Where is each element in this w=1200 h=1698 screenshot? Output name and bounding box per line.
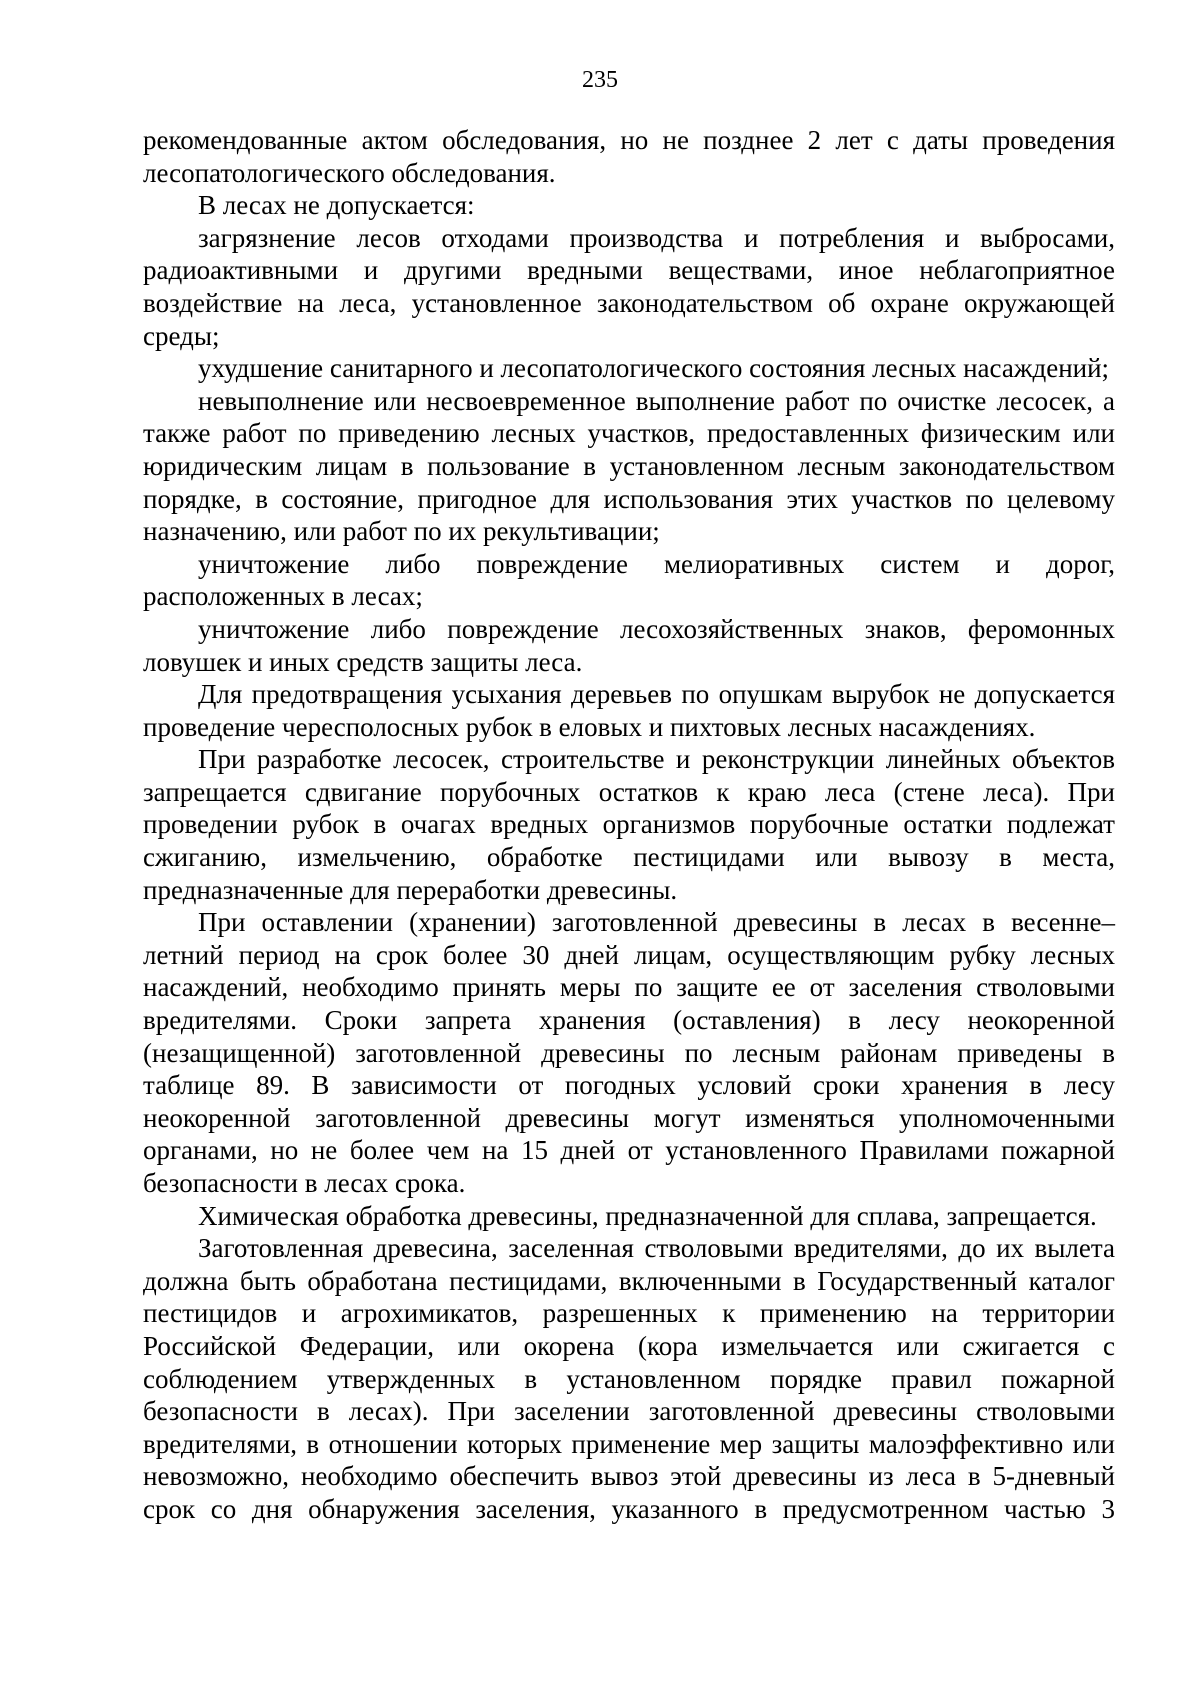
paragraph-cutting-residues: При разработке лесосек, строительстве и реконструкции линейных объектов запрещается сдвигание порубочных остатков к краю леса (стене леса). При проведении рубок в очагах вредных организмов порубочные остатки подлежат сжиганию, измельчению, обработке пестицидами или вывозу в места, предназначенные для переработки древесины. — [143, 744, 1115, 905]
document-body — [143, 124, 1115, 1526]
paragraph-signs-damage: уничтожение либо повреждение лесохозяйственных знаков, феромонных ловушек и иных средств защиты леса. — [143, 613, 1115, 677]
paragraph-continuation: рекомендованные актом обследования, но не позднее 2 лет с даты проведения лесопатологического обследования. — [143, 125, 1115, 188]
paragraph-sanitary-deterioration: ухудшение санитарного и лесопатологического состояния лесных насаждений; — [198, 353, 1110, 384]
paragraph-drying-prevention: Для предотвращения усыхания деревьев по опушкам вырубок не допускается проведение чересполосных рубок в еловых и пихтовых лесных насаждениях. — [143, 679, 1115, 742]
paragraph-chemical-treatment: Химическая обработка древесины, предназначенной для сплава, запрещается. — [198, 1200, 1097, 1231]
paragraph-drainage-damage: уничтожение либо повреждение мелиоративных систем и дорог, расположенных в лесах; — [143, 548, 1115, 612]
paragraph-forbidden-heading: В лесах не допускается: — [198, 190, 475, 221]
page-number: 235 — [582, 67, 618, 93]
paragraph-pollution: загрязнение лесов отходами производства и потребления и выбросами, радиоактивными и другими вредными веществами, иное неблагоприятное воздействие на леса, установленное законодательством об охране окружающей среды; — [143, 222, 1115, 351]
paragraph-cleanup-failure: невыполнение или несвоевременное выполнение работ по очистке лесосек, а также работ по приведению лесных участков, предоставленных физическим или юридическим лицам в пользование в установленном лесным законодательством порядке, в состояние, пригодное для использования этих участков по целевому назначению, или работ по их рекультивации; — [143, 385, 1115, 547]
paragraph-infested-timber: Заготовленная древесина, заселенная стволовыми вредителями, до их вылета должна быть обработана пестицидами, включенными в Государственный каталог пестицидов и агрохимикатов, разрешенных к применению на территории Российской Федерации, или окорена (кора измельчается или сжигается с соблюдением утвержденных в установленном порядке правил пожарной безопасности в лесах). При заселении заготовленной древесины стволовыми вредителями, в отношении которых применение мер защиты малоэффективно или невозможно, необходимо обеспечить вывоз этой древесины из леса в 5-дневный срок со дня обнаружения заселения, указанного в предусмотренном частью 3 — [143, 1233, 1115, 1524]
paragraph-timber-storage: При оставлении (хранении) заготовленной древесины в лесах в весенне–летний период на срок более 30 дней лицам, осуществляющим рубку лесных насаждений, необходимо принять меры по защите ее от заселения стволовыми вредителями. Сроки запрета хранения (оставления) в лесу неокоренной (незащищенной) заготовленной древесины по лесным районам приведены в таблице 89. В зависимости от погодных условий сроки хранения в лесу неокоренной заготовленной древесины могут изменяться уполномоченными органами, но не более чем на 15 дней от установленного Правилами пожарной безопасности в лесах срока. — [143, 907, 1115, 1198]
